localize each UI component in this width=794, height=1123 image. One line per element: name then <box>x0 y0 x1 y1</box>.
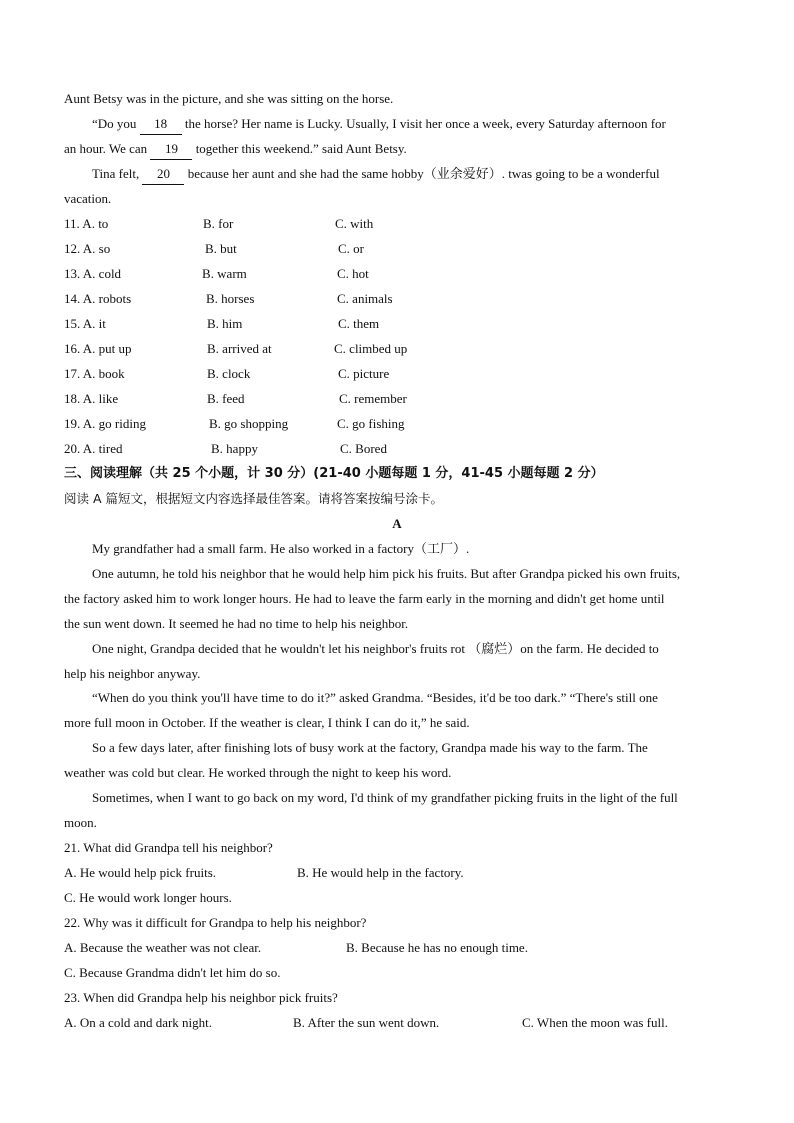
question-21 <box>64 838 734 858</box>
passage-text: moon. <box>64 815 97 830</box>
option-a: 19. A. go riding <box>64 416 146 431</box>
option-c: C. climbed up <box>334 341 408 356</box>
cloze-text: an hour. We can <box>64 141 151 156</box>
question-23 <box>64 988 734 1008</box>
option-a: 13. A. cold <box>64 266 122 281</box>
passage-text: One night, Grandpa decided that he wouldn't let his neighbor's fruits rot （腐烂）on the farm. He decided to <box>92 641 659 656</box>
section-heading <box>64 464 734 484</box>
cloze-text: Aunt Betsy was in the picture, and she was sitting on the horse. <box>64 91 394 106</box>
cloze-text: the horse? Her name is Lucky. Usually, I visit her once a week, every Saturday afternoon for <box>181 116 666 131</box>
cloze-text: Tina felt, <box>92 166 143 181</box>
passage-line <box>92 688 734 708</box>
option-a: 14. A. robots <box>64 291 132 306</box>
question-options <box>64 938 734 958</box>
question-text: 23. When did Grandpa help his neighbor pick fruits? <box>64 990 338 1005</box>
cloze-text: “Do you <box>92 116 140 131</box>
option-a: 12. A. so <box>64 241 111 256</box>
passage-text: So a few days later, after finishing lots of busy work at the factory, Grandpa made his way to the farm. The <box>92 740 648 755</box>
option-b: B. for <box>203 216 234 231</box>
option-row <box>64 239 734 259</box>
question-options <box>64 963 734 983</box>
option-c: C. go fishing <box>337 416 405 431</box>
option-row <box>64 264 734 284</box>
cloze-paragraph-line <box>64 189 734 209</box>
section-instruction <box>64 489 734 509</box>
blank-19: 19 <box>150 139 192 160</box>
option-row <box>64 389 734 409</box>
cloze-paragraph-line <box>64 89 734 109</box>
option-a: 16. A. put up <box>64 341 132 356</box>
option-row <box>64 314 734 334</box>
question-text: 21. What did Grandpa tell his neighbor? <box>64 840 273 855</box>
passage-text: the factory asked him to work longer hours. He had to leave the farm early in the morning and didn't get home until <box>64 591 665 606</box>
option-b: B. happy <box>211 441 258 456</box>
option-row <box>64 364 734 384</box>
passage-text: the sun went down. It seemed he had no time to help his neighbor. <box>64 616 409 631</box>
option-row <box>64 414 734 434</box>
passage-text: weather was cold but clear. He worked through the night to keep his word. <box>64 765 452 780</box>
option-c: C. Because Grandma didn't let him do so. <box>64 965 281 980</box>
option-c: C. hot <box>337 266 369 281</box>
cloze-paragraph-line <box>64 139 734 160</box>
option-c: C. or <box>338 241 364 256</box>
passage-text: more full moon in October. If the weather is clear, I think I can do it,” he said. <box>64 715 470 730</box>
passage-line <box>64 614 734 634</box>
cloze-paragraph-line <box>92 164 734 185</box>
cloze-paragraph-line <box>92 114 734 135</box>
option-b: B. but <box>205 241 237 256</box>
question-options <box>64 1013 734 1033</box>
option-a: 18. A. like <box>64 391 119 406</box>
question-options <box>64 888 734 908</box>
blank-18: 18 <box>140 114 182 135</box>
passage-text: My grandfather had a small farm. He also worked in a factory（工厂）. <box>92 541 470 556</box>
question-text: 22. Why was it difficult for Grandpa to help his neighbor? <box>64 915 367 930</box>
option-b: B. go shopping <box>209 416 289 431</box>
blank-20: 20 <box>142 164 184 185</box>
passage-label <box>0 514 794 534</box>
passage-text: “When do you think you'll have time to do it?” asked Grandma. “Besides, it'd be too dark.” “There's still one <box>92 690 658 705</box>
question-options <box>64 863 734 883</box>
passage-text: Sometimes, when I want to go back on my word, I'd think of my grandfather picking fruits in the light of the full <box>92 790 678 805</box>
option-b: B. him <box>207 316 243 331</box>
option-a: A. On a cold and dark night. <box>64 1015 213 1030</box>
passage-line <box>64 813 734 833</box>
option-row <box>64 289 734 309</box>
option-a: 20. A. tired <box>64 441 123 456</box>
option-b: B. Because he has no enough time. <box>346 940 528 955</box>
option-c: C. remember <box>339 391 407 406</box>
passage-text: help his neighbor anyway. <box>64 666 201 681</box>
passage-label-text: A <box>392 516 402 531</box>
option-b: B. He would help in the factory. <box>297 865 464 880</box>
option-row <box>64 339 734 359</box>
option-c: C. picture <box>338 366 390 381</box>
passage-line <box>92 639 734 659</box>
cloze-text: vacation. <box>64 191 112 206</box>
option-c: C. animals <box>337 291 393 306</box>
option-c: C. them <box>338 316 380 331</box>
option-b: B. After the sun went down. <box>293 1015 440 1030</box>
passage-line <box>64 713 734 733</box>
option-row <box>64 214 734 234</box>
option-b: B. arrived at <box>207 341 272 356</box>
cloze-text: together this weekend.” said Aunt Betsy. <box>192 141 407 156</box>
section-heading-text: 三、阅读理解（共 25 个小题，计 30 分）(21-40 小题每题 1 分，41-45 小题每题 2 分） <box>64 466 604 481</box>
option-b: B. feed <box>207 391 245 406</box>
section-instruction-text: 阅读 A 篇短文，根据短文内容选择最佳答案。请将答案按编号涂卡。 <box>64 491 443 506</box>
passage-line <box>64 664 734 684</box>
passage-text: One autumn, he told his neighbor that he would help him pick his fruits. But after Grandpa picked his own fruits, <box>92 566 681 581</box>
option-c: C. When the moon was full. <box>522 1015 668 1030</box>
option-a: A. Because the weather was not clear. <box>64 940 262 955</box>
option-a: 11. A. to <box>64 216 109 231</box>
passage-line <box>64 763 734 783</box>
cloze-text: because her aunt and she had the same hobby（业余爱好）. twas going to be a wonderful <box>184 166 660 181</box>
option-c: C. He would work longer hours. <box>64 890 232 905</box>
option-a: 17. A. book <box>64 366 125 381</box>
option-c: C. Bored <box>340 441 387 456</box>
option-b: B. clock <box>207 366 251 381</box>
passage-line <box>64 589 734 609</box>
option-b: B. horses <box>206 291 255 306</box>
passage-line <box>92 738 734 758</box>
option-b: B. warm <box>202 266 247 281</box>
option-c: C. with <box>335 216 374 231</box>
passage-line <box>92 564 734 584</box>
passage-line <box>92 788 734 808</box>
question-22 <box>64 913 734 933</box>
option-a: A. He would help pick fruits. <box>64 865 217 880</box>
passage-line <box>92 539 734 559</box>
option-a: 15. A. it <box>64 316 106 331</box>
option-row <box>64 439 734 459</box>
